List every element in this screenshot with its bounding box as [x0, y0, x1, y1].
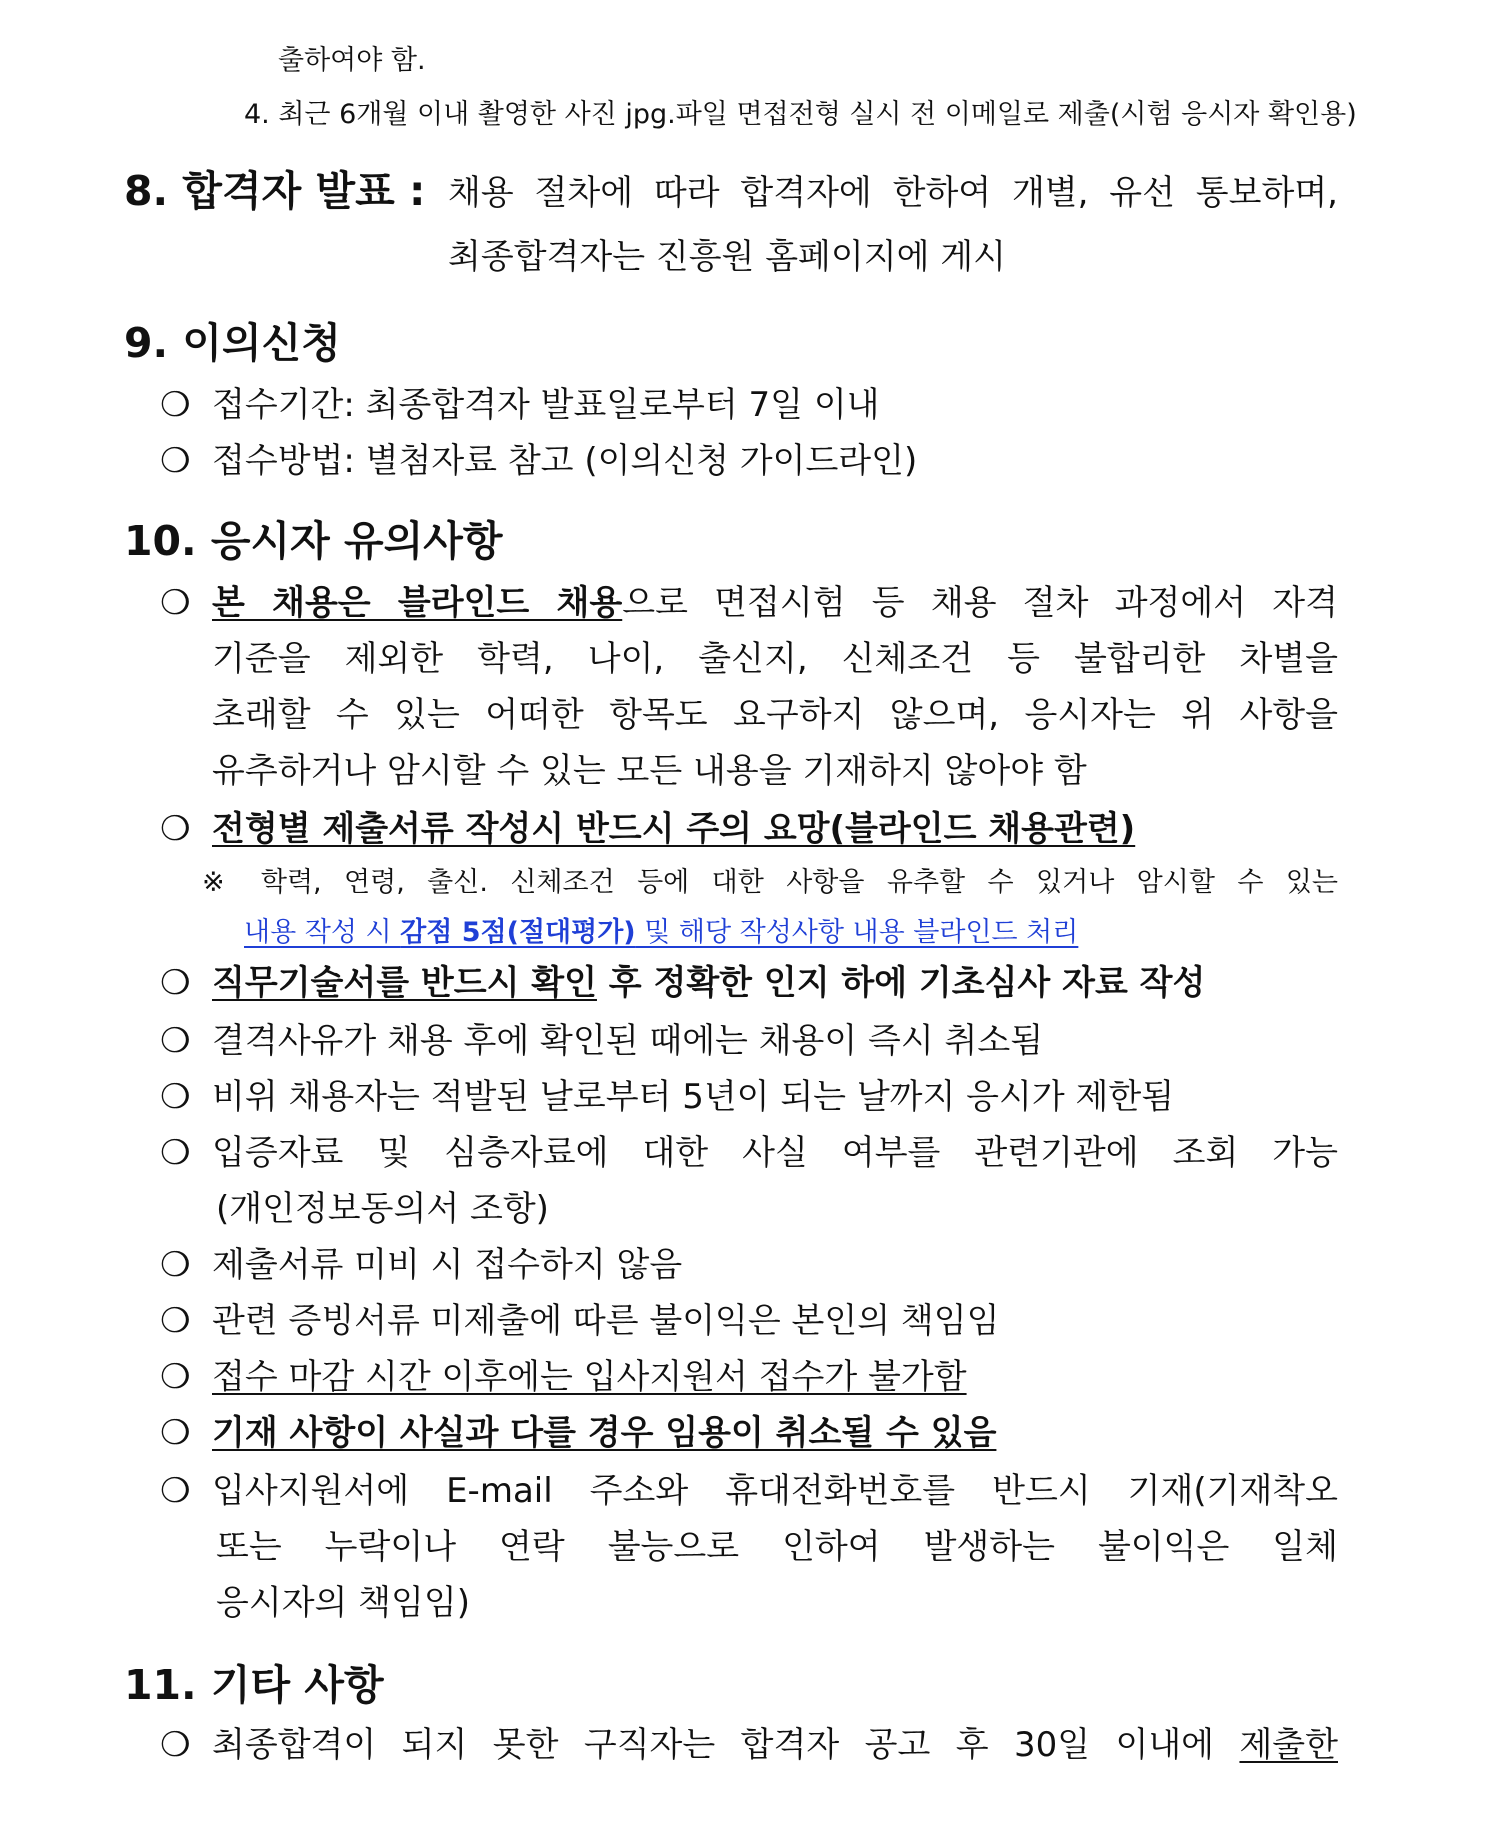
- section-8-text-line1: 채용 절차에 따라 합격자에 한하여 개별, 유선 통보하며,: [448, 173, 1338, 213]
- blind-hiring-line1: ❍ 본 채용은 블라인드 채용으로 면접시험 등 채용 절차 과정에서 자격: [160, 583, 1338, 623]
- deadline-item: ❍ 접수 마감 시간 이후에는 입사지원서 접수가 불가함: [160, 1357, 967, 1397]
- blind-hiring-line4: 유추하거나 암시할 수 있는 모든 내용을 기재하지 않아야 함: [212, 751, 1087, 791]
- contact-item-line1: ❍ 입사지원서에 E-mail 주소와 휴대전화번호를 반드시 기재(기재착오: [160, 1471, 1338, 1511]
- section-9-title: 9. 이의신청: [124, 319, 341, 367]
- misconduct-item: ❍ 비위 채용자는 적발된 날로부터 5년이 되는 날까지 응시가 제한됨: [160, 1077, 1175, 1117]
- penalty-note-line1: ※ 학력, 연령, 출신. 신체조건 등에 대한 사항을 유추할 수 있거나 암시할 수 있는: [202, 867, 1338, 898]
- caution-item: ❍ 전형별 제출서류 작성시 반드시 주의 요망(블라인드 채용관련): [160, 809, 1136, 849]
- contact-item-line3: 응시자의 책임임): [216, 1583, 470, 1623]
- bullet-icon: ❍: [160, 1021, 191, 1061]
- photo-submission-note: 4. 최근 6개월 이내 촬영한 사진 jpg.파일 면접전형 실시 전 이메일로 제출(시험 응시자 확인용): [244, 99, 1357, 130]
- bullet-icon: ❍: [160, 809, 191, 849]
- job-description-item: ❍ 직무기술서를 반드시 확인 후 정확한 인지 하에 기초심사 자료 작성: [160, 963, 1206, 1003]
- section-11-title: 11. 기타 사항: [124, 1661, 384, 1709]
- responsibility-item: ❍ 관련 증빙서류 미제출에 따른 불이익은 본인의 책임임: [160, 1301, 1000, 1341]
- verification-item-line2: (개인정보동의서 조항): [216, 1189, 549, 1229]
- bullet-icon: ❍: [160, 963, 191, 1003]
- bullet-icon: ❍: [160, 583, 191, 623]
- bullet-icon: ❍: [160, 1725, 191, 1765]
- continued-line: 출하여야 함.: [278, 45, 426, 76]
- bullet-icon: ❍: [160, 1413, 191, 1453]
- disqualification-item: ❍ 결격사유가 채용 후에 확인된 때에는 채용이 즉시 취소됨: [160, 1021, 1044, 1061]
- note-icon: ※: [202, 867, 239, 898]
- bullet-icon: ❍: [160, 1133, 191, 1173]
- section-9-item: ❍ 접수기간: 최종합격자 발표일로부터 7일 이내: [160, 385, 880, 425]
- incomplete-docs-item: ❍ 제출서류 미비 시 접수하지 않음: [160, 1245, 683, 1285]
- bullet-icon: ❍: [160, 1357, 191, 1397]
- bullet-icon: ❍: [160, 1077, 191, 1117]
- section-8-text-line2: 최종합격자는 진흥원 홈페이지에 게시: [448, 237, 1006, 277]
- bullet-icon: ❍: [160, 441, 191, 481]
- section-11-item: ❍ 최종합격이 되지 못한 구직자는 합격자 공고 후 30일 이내에 제출한: [160, 1725, 1338, 1765]
- penalty-note-line2: 내용 작성 시 감점 5점(절대평가) 및 해당 작성사항 내용 블라인드 처리: [244, 917, 1079, 948]
- contact-item-line2: 또는 누락이나 연락 불능으로 인하여 발생하는 불이익은 일체: [216, 1527, 1338, 1567]
- verification-item-line1: ❍ 입증자료 및 심층자료에 대한 사실 여부를 관련기관에 조회 가능: [160, 1133, 1338, 1173]
- cancellation-item: ❍ 기재 사항이 사실과 다를 경우 임용이 취소될 수 있음: [160, 1413, 997, 1453]
- section-8-label: 8. 합격자 발표 :: [124, 167, 426, 215]
- blind-hiring-line2: 기준을 제외한 학력, 나이, 출신지, 신체조건 등 불합리한 차별을: [212, 639, 1338, 679]
- section-9-item: ❍ 접수방법: 별첨자료 참고 (이의신청 가이드라인): [160, 441, 918, 481]
- bullet-icon: ❍: [160, 1471, 191, 1511]
- bullet-icon: ❍: [160, 1245, 191, 1285]
- bullet-icon: ❍: [160, 1301, 191, 1341]
- section-10-title: 10. 응시자 유의사항: [124, 517, 503, 565]
- bullet-icon: ❍: [160, 385, 191, 425]
- blind-hiring-line3: 초래할 수 있는 어떠한 항목도 요구하지 않으며, 응시자는 위 사항을: [212, 695, 1338, 735]
